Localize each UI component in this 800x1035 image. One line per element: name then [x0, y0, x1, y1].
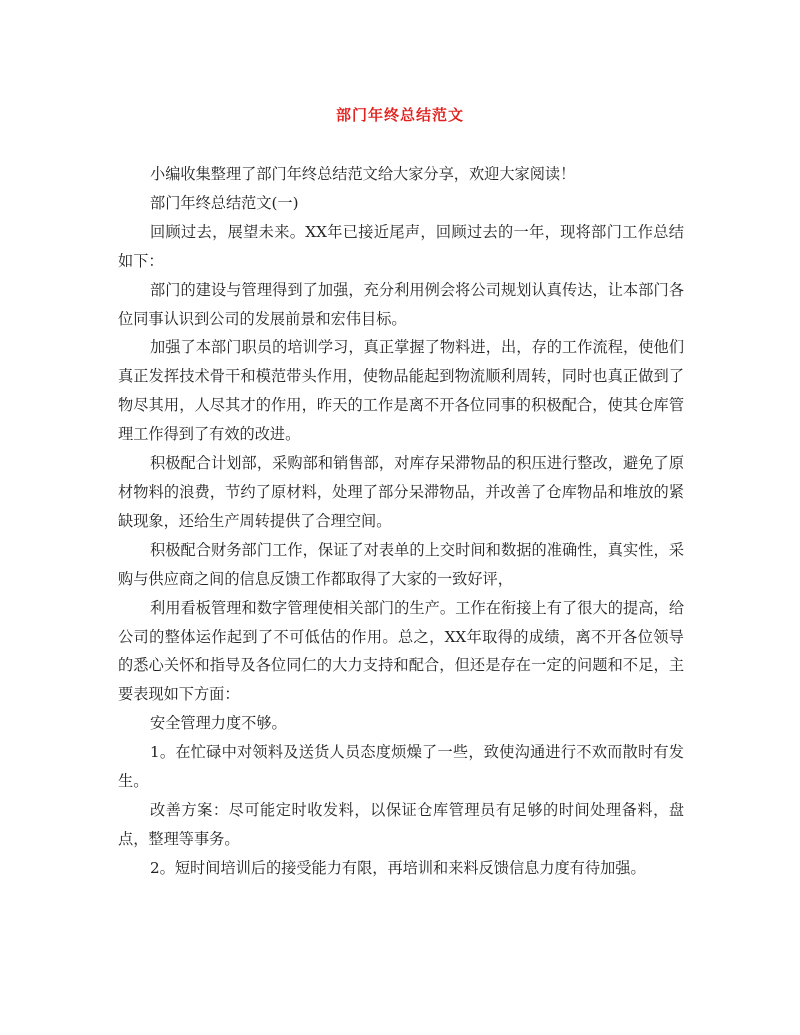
paragraph-intro: 小编收集整理了部门年终总结范文给大家分享，欢迎大家阅读！ — [150, 165, 576, 183]
document-body — [118, 160, 684, 883]
paragraph: 1。在忙碌中对领料及送货人员态度烦燥了一些，致使沟通进行不欢而散时有发生。 — [118, 743, 684, 791]
document-title: 部门年终总结范文 — [335, 106, 464, 124]
paragraph: 利用看板管理和数字管理使相关部门的生产。工作在衔接上有了很大的提高，给公司的整体运作起到了不可低估的作用。总之，XX年取得的成绩，离不开各位领导的悉心关怀和指导及各位同仁的大力支持和配合，但还是存在一定的问题和不足，主要表现如下方面： — [118, 598, 684, 704]
paragraph: 2。短时间培训后的接受能力有限，再培训和来料反馈信息力度有待加强。 — [150, 858, 646, 877]
paragraph: 改善方案：尽可能定时收发料，以保证仓库管理员有足够的时间处理备料，盘点，整理等事务。 — [118, 800, 684, 848]
paragraph-section-heading: 部门年终总结范文(一) — [150, 193, 299, 212]
paragraph: 积极配合计划部，采购部和销售部，对库存呆滞物品的积压进行整改，避免了原材物料的浪费，节约了原材料，处理了部分呆滞物品，并改善了仓库物品和堆放的紧缺现象，还给生产周转提供了合理空间。 — [118, 454, 684, 530]
paragraph: 部门的建设与管理得到了加强，充分利用例会将公司规划认真传达，让本部门各位同事认识到公司的发展前景和宏伟目标。 — [118, 280, 684, 328]
paragraph: 安全管理力度不够。 — [150, 714, 287, 733]
paragraph: 加强了本部门职员的培训学习，真正掌握了物料进，出，存的工作流程，使他们真正发挥技术骨干和模范带头作用，使物品能起到物流顺利周转，同时也真正做到了物尽其用，人尽其才的作用，昨天的工作是离不开各位同事的积极配合，使其仓库管理工作得到了有效的改进。 — [118, 338, 684, 444]
paragraph: 积极配合财务部门工作，保证了对表单的上交时间和数据的准确性，真实性，采购与供应商之间的信息反馈工作都取得了大家的一致好评， — [118, 540, 684, 588]
paragraph: 回顾过去，展望未来。XX年已接近尾声，回顾过去的一年，现将部门工作总结如下： — [118, 222, 684, 270]
